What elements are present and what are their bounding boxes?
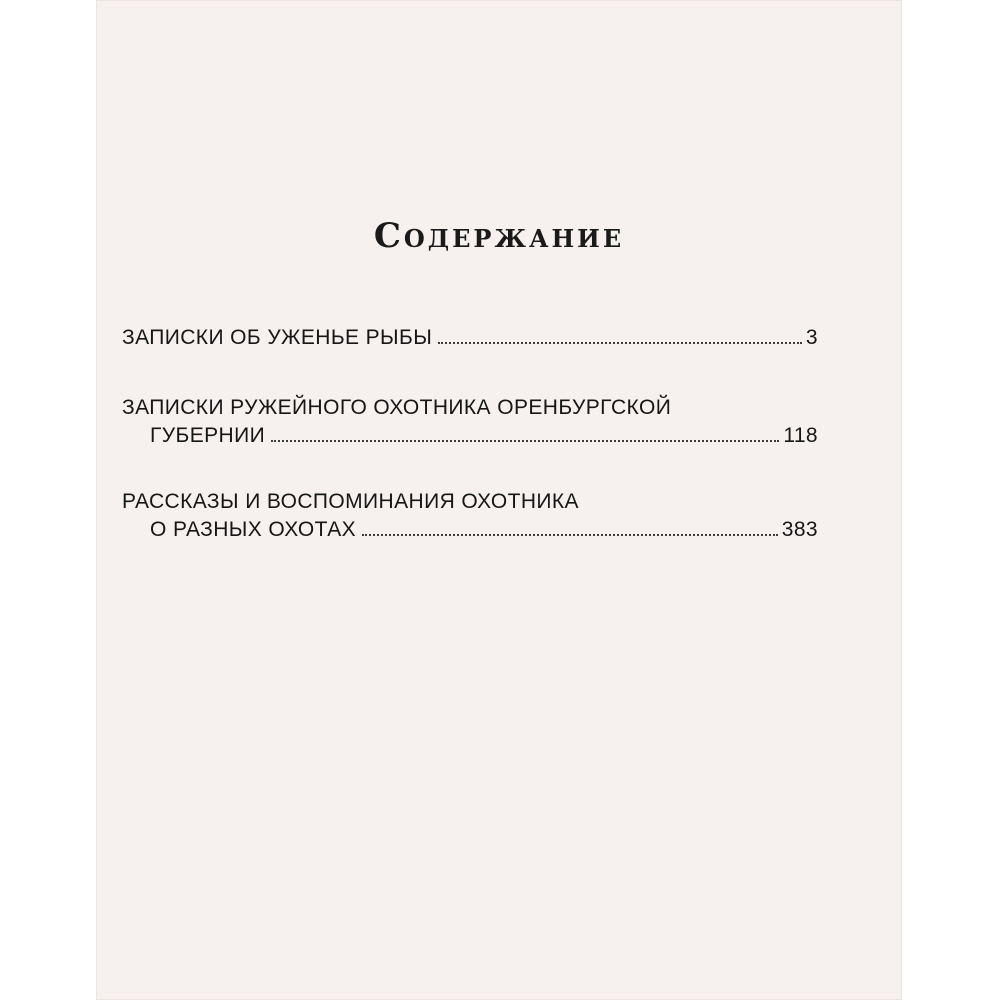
- toc-page-number: 118: [783, 424, 818, 447]
- toc-line: [122, 394, 818, 422]
- toc-entry: [122, 324, 818, 352]
- page-title: Содержание: [373, 216, 625, 256]
- toc-line: [122, 488, 818, 516]
- toc-line: [122, 422, 818, 450]
- book-page: [96, 0, 902, 1000]
- toc-page-number: 383: [781, 518, 818, 541]
- dot-leader: [271, 439, 779, 442]
- toc-entry: [122, 394, 818, 450]
- toc-entry-title: РАССКАЗЫ И ВОСПОМИНАНИЯ ОХОТНИКА: [122, 490, 579, 513]
- toc-entry: [122, 488, 818, 544]
- toc-line: [122, 324, 818, 352]
- dot-leader: [438, 341, 802, 344]
- toc-entry-title-continued: О РАЗНЫХ ОХОТАХ: [150, 518, 357, 541]
- dot-leader: [362, 533, 778, 536]
- toc-page-number: 3: [805, 326, 818, 349]
- toc-entry-title-continued: ГУБЕРНИИ: [150, 424, 266, 447]
- toc-line: [122, 516, 818, 544]
- toc-entry-title: ЗАПИСКИ ОБ УЖЕНЬЕ РЫБЫ: [122, 326, 433, 349]
- toc-entry-title: ЗАПИСКИ РУЖЕЙНОГО ОХОТНИКА ОРЕНБУРГСКОЙ: [122, 396, 672, 419]
